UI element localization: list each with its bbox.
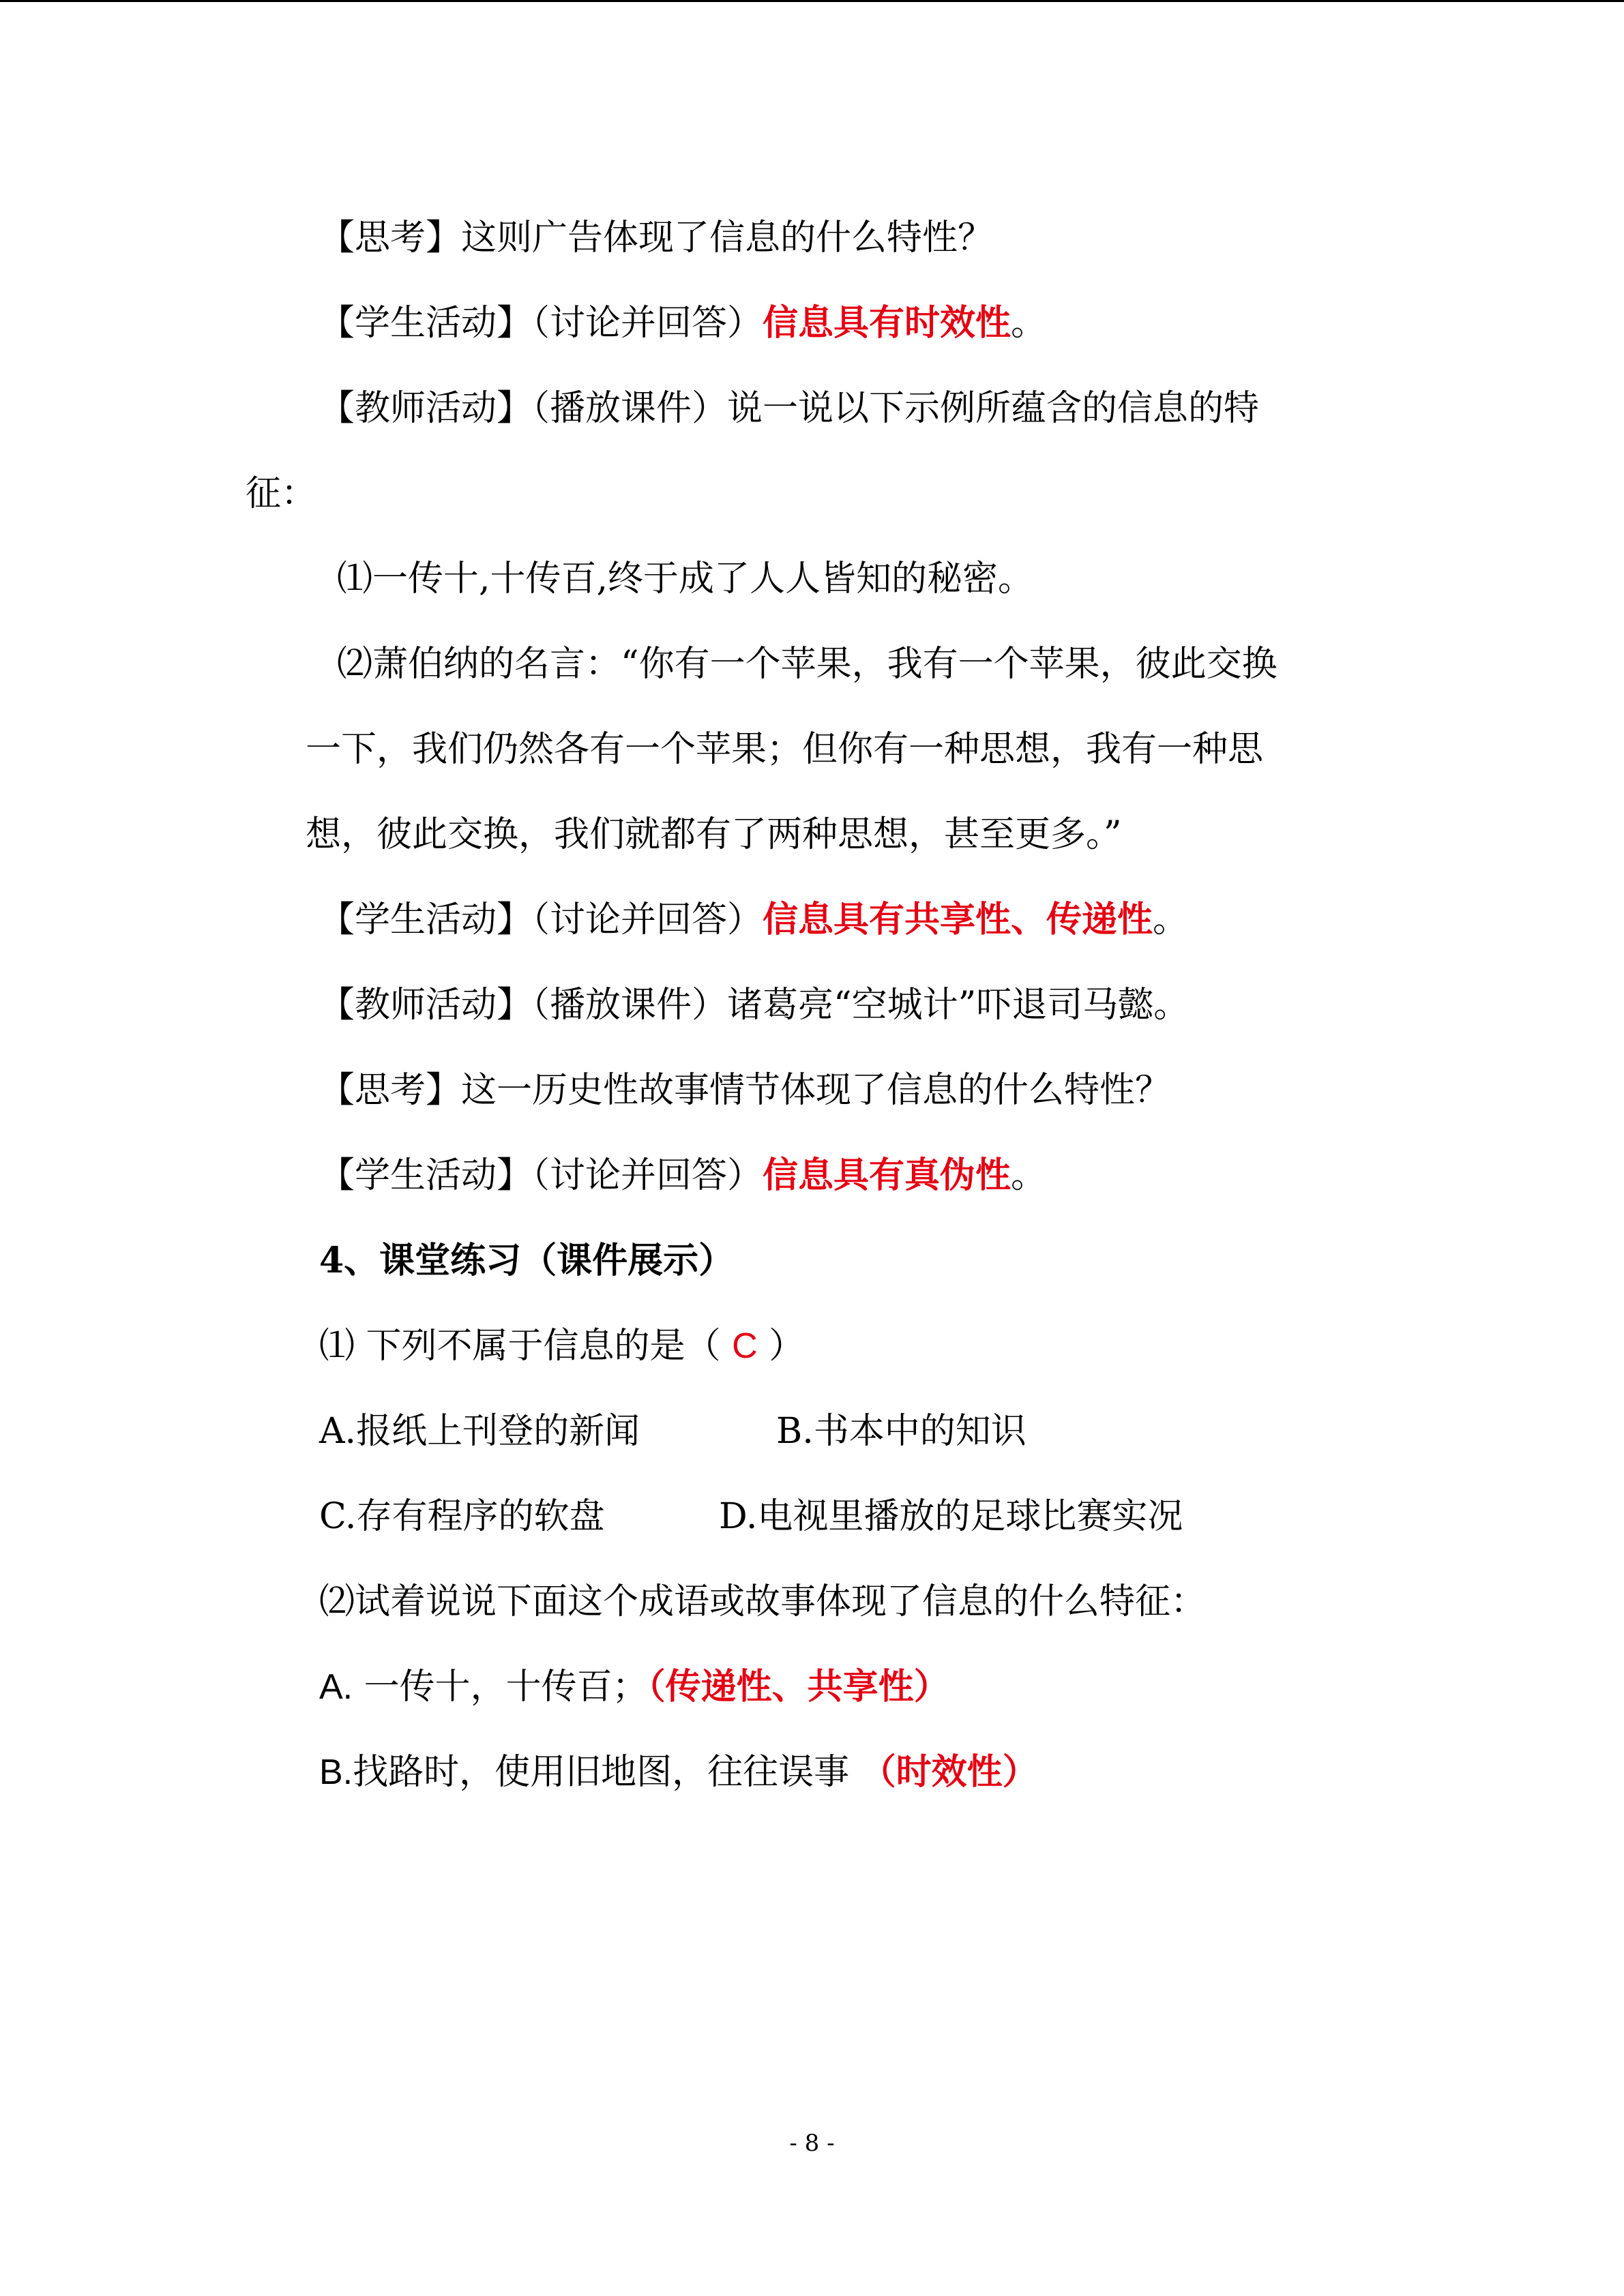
question-1-option-a: A.报纸上刊登的新闻 bbox=[319, 1411, 640, 1452]
question-1-option-c: C.存有程序的软盘 bbox=[319, 1496, 605, 1537]
item-text: 一传十，十传百； bbox=[353, 1667, 648, 1708]
teacher-activity-line-2 bbox=[319, 983, 1189, 1027]
teacher-activity-text: 说一说以下示例所蕴含的信息的特 bbox=[727, 388, 1260, 429]
question-2: ⑵试着说说下面这个成语或故事体现了信息的什么特征： bbox=[319, 1581, 1207, 1622]
example-2-line-3: 想，彼此交换，我们就都有了两种思想，甚至更多。” bbox=[306, 814, 1122, 855]
teacher-activity-line-1 bbox=[319, 387, 1259, 430]
question-1-option-d: D.电视里播放的足球比赛实况 bbox=[719, 1496, 1183, 1537]
question-1-text: ⑴ 下列不属于信息的是（ bbox=[319, 1326, 733, 1367]
teacher-activity-tag: 【教师活动】 bbox=[319, 985, 533, 1026]
question-2-item-b bbox=[319, 1750, 1038, 1794]
item-answer: （时效性） bbox=[860, 1751, 1038, 1793]
item-label: B. bbox=[319, 1753, 353, 1792]
think-text: 这一历史性故事情节体现了信息的什么特性？ bbox=[461, 1070, 1171, 1111]
sentence-end: 。 bbox=[1011, 1155, 1047, 1196]
item-label: A. bbox=[319, 1667, 353, 1707]
student-activity-line-3 bbox=[319, 1154, 1046, 1197]
think-tag: 【思考】 bbox=[319, 1070, 462, 1111]
student-activity-line-1 bbox=[319, 301, 1046, 345]
student-activity-note: （讨论并回答） bbox=[532, 1155, 763, 1196]
student-activity-note: （讨论并回答） bbox=[532, 303, 763, 344]
student-activity-tag: 【学生活动】 bbox=[319, 303, 533, 344]
student-answer: 信息具有共享性、传递性 bbox=[763, 899, 1153, 940]
top-border-rule bbox=[0, 0, 1624, 2]
item-text: 找路时，使用旧地图，往往误事 bbox=[353, 1752, 861, 1793]
sentence-end: 。 bbox=[1153, 899, 1189, 940]
example-2-line-1: ⑵萧伯纳的名言：“你有一个苹果，我有一个苹果，彼此交换 bbox=[337, 644, 1278, 685]
think-text: 这则广告体现了信息的什么特性？ bbox=[461, 218, 994, 258]
teacher-activity-note: （播放课件） bbox=[532, 985, 728, 1026]
question-1-answer: C bbox=[732, 1326, 758, 1366]
question-1-option-b: B.书本中的知识 bbox=[776, 1411, 1027, 1452]
teacher-activity-text: 诸葛亮“空城计”吓退司马懿。 bbox=[727, 985, 1190, 1026]
example-1: ⑴一传十,十传百,终于成了人人皆知的秘密。 bbox=[337, 558, 1034, 599]
question-1 bbox=[319, 1324, 804, 1368]
student-answer: 信息具有真伪性 bbox=[763, 1154, 1012, 1196]
think-tag: 【思考】 bbox=[319, 218, 462, 258]
sentence-end: 。 bbox=[1011, 303, 1047, 344]
think-line-1 bbox=[319, 216, 993, 260]
question-1-close: ） bbox=[757, 1326, 805, 1367]
student-activity-note: （讨论并回答） bbox=[532, 899, 763, 940]
student-activity-tag: 【学生活动】 bbox=[319, 899, 533, 940]
teacher-activity-note: （播放课件） bbox=[532, 388, 728, 429]
teacher-activity-continuation: 征： bbox=[246, 473, 317, 514]
think-line-2 bbox=[319, 1069, 1170, 1112]
student-answer: 信息具有时效性 bbox=[763, 302, 1012, 344]
section-title: 4、课堂练习（课件展示） bbox=[319, 1240, 735, 1281]
item-answer: （传递性、共享性） bbox=[647, 1666, 949, 1708]
question-2-item-a bbox=[319, 1665, 949, 1709]
page-number: - 8 - bbox=[789, 2130, 835, 2157]
student-activity-line-2 bbox=[319, 898, 1188, 942]
teacher-activity-tag: 【教师活动】 bbox=[319, 388, 533, 429]
student-activity-tag: 【学生活动】 bbox=[319, 1155, 533, 1196]
example-2-line-2: 一下，我们仍然各有一个苹果；但你有一种思想，我有一种思 bbox=[306, 729, 1264, 770]
